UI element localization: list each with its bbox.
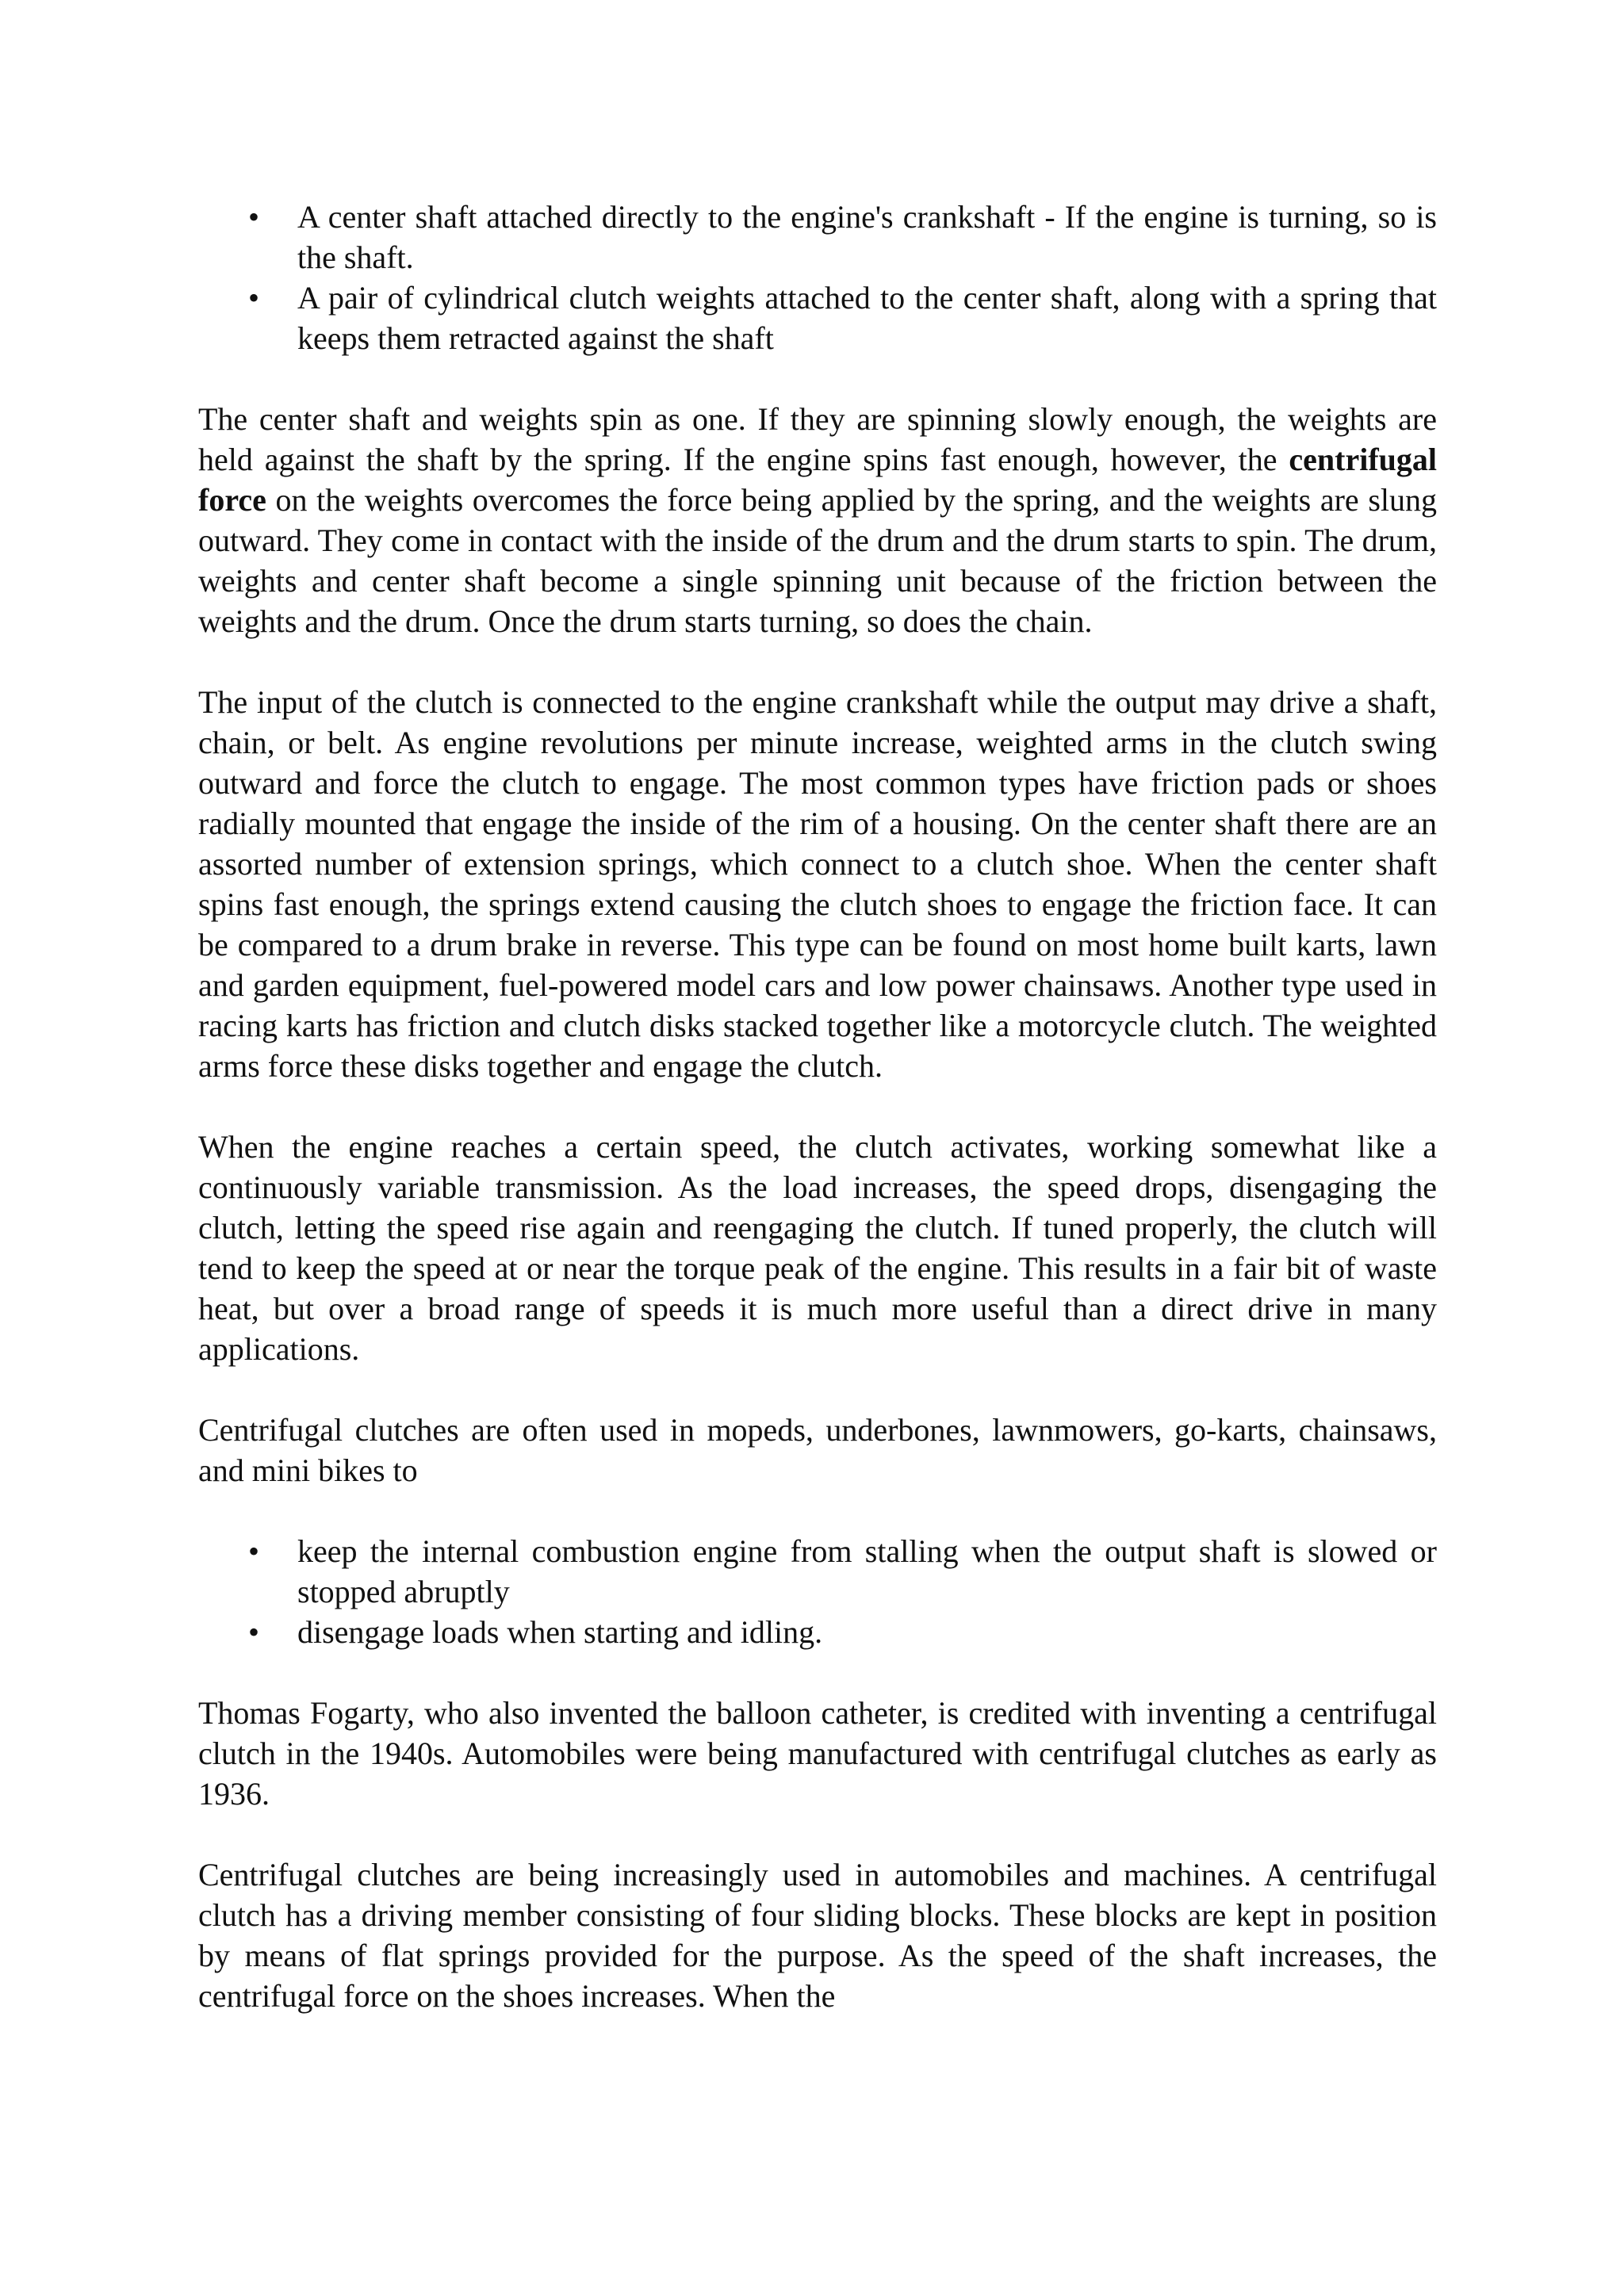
paragraph-text: on the weights overcomes the force being applied by the spring, and the weights are slung outward. They come in contact with the inside of the drum and the drum starts to spin. The drum, weights and center shaft become a single spinning unit because of the friction between the weights and the drum. Once the drum starts turning, so does the chain. [198, 482, 1437, 639]
bold-term: centrifugal force [198, 442, 1437, 518]
bullet-list-uses [198, 1531, 1437, 1652]
paragraph-automobiles: Centrifugal clutches are being increasingly used in automobiles and machines. A centrifugal clutch has a driving member consisting of four sliding blocks. These blocks are kept in position by means of flat springs provided for the purpose. As the speed of the shaft increases, the centrifugal force on the shoes increases. When the [198, 1857, 1437, 2014]
paragraph-spacer [198, 1369, 1437, 1410]
bullet-icon: • [248, 1614, 260, 1650]
bullet-icon: • [248, 280, 260, 316]
list-item-text: keep the internal combustion engine from stalling when the output shaft is slowed or stopped abruptly [297, 1533, 1437, 1609]
list-item-text: A center shaft attached directly to the engine's crankshaft - If the engine is turning, so is the shaft. [297, 199, 1437, 275]
list-item [198, 197, 1437, 277]
paragraph-spacer [198, 1652, 1437, 1693]
paragraph-clutch-input: The input of the clutch is connected to the engine crankshaft while the output may drive a shaft, chain, or belt. As engine revolutions per minute increase, weighted arms in the clutch swing outward and force the clutch to engage. The most common types have friction pads or shoes radially mounted that engage the inside of the rim of a housing. On the center shaft there are an assorted number of extension springs, which connect to a clutch shoe. When the center shaft spins fast enough, the springs extend causing the clutch shoes to engage the friction face. It can be compared to a drum brake in reverse. This type can be found on most home built karts, lawn and garden equipment, fuel-powered model cars and low power chainsaws. Another type used in racing karts has friction and clutch disks stacked together like a motorcycle clutch. The weighted arms force these disks together and engage the clutch. [198, 684, 1437, 1084]
paragraph-spacer [198, 1814, 1437, 1854]
page-content [198, 197, 1437, 2016]
paragraph-history: Thomas Fogarty, who also invented the balloon catheter, is credited with inventing a centrifugal clutch in the 1940s. Automobiles were being manufactured with centrifugal clutches as early as 1936. [198, 1695, 1437, 1812]
bullet-icon: • [248, 199, 260, 235]
list-item [198, 1612, 1437, 1652]
list-item-text: disengage loads when starting and idling. [297, 1614, 823, 1650]
paragraph-spacer [198, 358, 1437, 399]
paragraph-spacer [198, 641, 1437, 682]
bullet-list-components [198, 197, 1437, 358]
paragraph-spacer [198, 1086, 1437, 1127]
paragraph-engine-speed: When the engine reaches a certain speed, the clutch activates, working somewhat like a continuously variable transmission. As the load increases, the speed drops, disengaging the clutch, letting the speed rise again and reengaging the clutch. If tuned properly, the clutch will tend to keep the speed at or near the torque peak of the engine. This results in a fair bit of waste heat, but over a broad range of speeds it is much more useful than a direct drive in many applications. [198, 1129, 1437, 1367]
paragraph-spacer [198, 1490, 1437, 1531]
paragraph-text: The center shaft and weights spin as one. If they are spinning slowly enough, the weights are held against the shaft by the spring. If the engine spins fast enough, however, the [198, 401, 1437, 477]
list-item [198, 1531, 1437, 1612]
paragraph-uses-intro: Centrifugal clutches are often used in mopeds, underbones, lawnmowers, go-karts, chainsaws, and mini bikes to [198, 1412, 1437, 1488]
list-item-text: A pair of cylindrical clutch weights attached to the center shaft, along with a spring that keeps them retracted against the shaft [297, 280, 1437, 356]
list-item [198, 277, 1437, 358]
paragraph-centrifugal-force [198, 399, 1437, 641]
bullet-icon: • [248, 1533, 260, 1569]
